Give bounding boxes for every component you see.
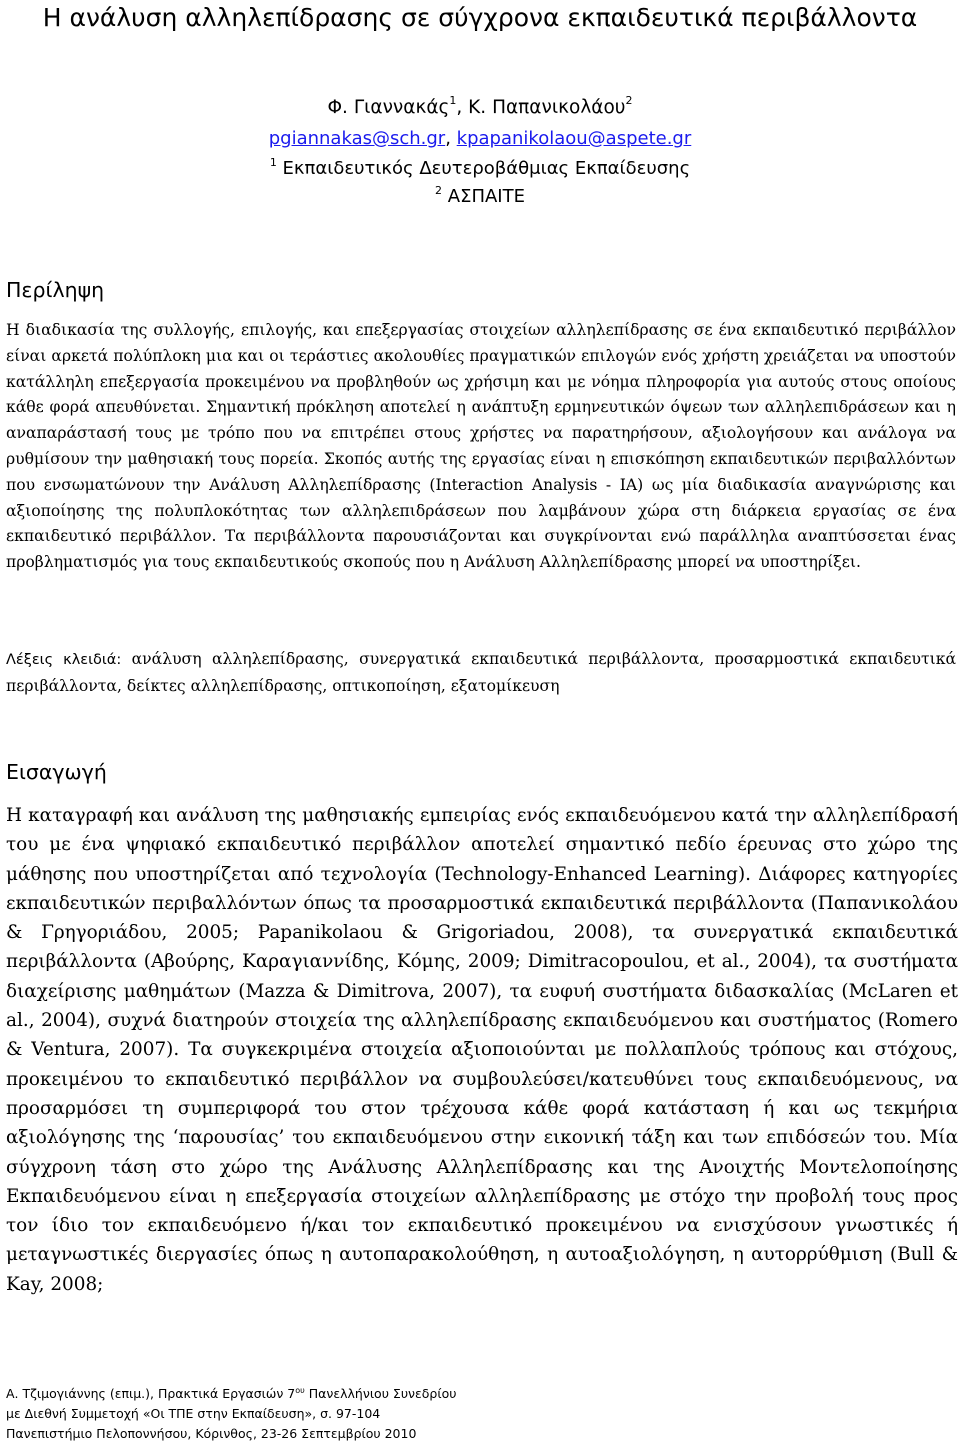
introduction-body: Η καταγραφή και ανάλυση της μαθησιακής εμπειρίας ενός εκπαιδευόμενου κατά την αλληλεπίδρασή του με ένα ψηφιακό εκπαιδευτικό περιβάλλον αποτελεί σημαντικό πεδίο έρευνας στο χώρο της μάθησης που υποστηρίζεται από τεχνολογία (Technology-Enhanced Learning). Διάφορες κατηγορίες εκπαιδευτικών περιβαλλόντων όπως τα προσαρμοστικά εκπαιδευτικά περιβάλλοντα (Παπανικολάου & Γρηγοριάδου, 2005; Papanikolaou & Grigoriadou, 2008), τα συνεργατικά εκπαιδευτικά περιβάλλοντα (Αβούρης, Καραγιαννίδης, Κόμης, 2009; Dimitracopoulou, et al., 2004), τα συστήματα διαχείρισης μαθημάτων (Mazza & Dimitrova, 2007), τα ευφυή συστήματα διδασκαλίας (McLaren et al., 2004), συχνά διατηρούν στοιχεία της αλληλεπίδρασης εκπαιδευόμενου και συστήματος (Romero & Ventura, 2007). Τα συγκεκριμένα στοιχεία αξιοποιούνται με πολλαπλούς τρόπους και στόχους, προκειμένου το εκπαιδευτικό περιβάλλον να συμβουλεύσει/κατευθύνει τους εκπαιδευόμενους, να προσαρμόσει τη συμπεριφορά του στον τρέχουσα κάθε φορά κατάσταση ή και ως τεκμήρια αξιολόγησης της ‘παρουσίας’ του εκπαιδευόμενου στην εικονική τάξη και των επιδόσεών του. Μία σύγχρονη τάση στο χώρο της Ανάλυσης Αλληλεπίδρασης και της Ανοιχτής Μοντελοποίησης Εκπαιδευόμενου είναι η επεξεργασία στοιχείων αλληλεπίδρασης με στόχο την προβολή τους προς τον ίδιο τον εκπαιδευόμενο ή/και τον εκπαιδευτικό προκειμένου να ενισχύσουν γνωστικές ή μεταγνωστικές διεργασίες όπως η αυτοπαρακολούθηση, η αυτοαξιολόγηση, η αυτορρύθμιση (Bull & Kay, 2008; [6,805,958,1295]
author-name: Φ. Γιαννακάς [327,97,450,118]
author-separator: , [456,97,469,118]
footer-line: Πανεπιστήμιο Πελοποννήσου, Κόρινθος, 23-26 Σεπτεμβρίου 2010 [6,1426,417,1441]
abstract-body: Η διαδικασία της συλλογής, επιλογής, και επεξεργασίας στοιχείων αλληλεπίδρασης σε ένα εκπαιδευτικό περιβάλλον είναι αρκετά πολύπλοκη μια και οι τεράστιες ακολουθίες πραγματικών επιλογών ενός χρήστη χρειάζεται να υποστούν κατάλληλη επεξεργασία προκειμένου να προβληθούν ως χρήσιμη και με νόημα πληροφορία για αυτούς στους οποίους κάθε φορά απευθύνεται. Σημαντική πρόκληση αποτελεί η ανάπτυξη ερμηνευτικών όψεων των αλληλεπιδράσεων και η αναπαράστασή τους με τρόπο που να επιτρέπει στους χρήστες να παρατηρήσουν, αξιολογήσουν και ανάλογα να ρυθμίσουν την μαθησιακή τους πορεία. Σκοπός αυτής της εργασίας είναι η επισκόπηση εκπαιδευτικών περιβαλλόντων που ενσωματώνουν την Ανάλυση Αλληλεπίδρασης (Interaction Analysis - IA) ως μία διαδικασία αναγνώρισης και αξιοποίησης της πολυπλοκότητας των αλληλεπιδράσεων που λαμβάνουν χώρα στη διάρκεια εργασίας σε ένα εκπαιδευτικό περιβάλλον. Τα περιβάλλοντα παρουσιάζονται και συγκρίνονται ενώ παράλληλα αναπτύσσεται ένας προβληματισμός για τους εκπαιδευτικούς σκοπούς που η Ανάλυση Αλληλεπίδρασης μπορεί να υποστηρίξει. [6,321,956,572]
affiliation-text: ΑΣΠΑΙΤΕ [442,186,525,207]
email-link[interactable]: kpapanikolaou@aspete.gr [456,128,692,149]
keywords-text: ανάλυση αλληλεπίδρασης, συνεργατικά εκπαιδευτικά περιβάλλοντα, προσαρμοστικά εκπαιδευτικά περιβάλλοντα, δείκτες αλληλεπίδρασης, οπτικοποίηση, εξατομίκευση [6,650,956,695]
abstract-heading: Περίληψη [6,278,105,302]
affiliation-marker: 2 [435,184,443,197]
keywords [6,646,956,699]
affiliation-marker: 1 [449,94,457,107]
footer-line [6,1384,706,1404]
affiliation-text: Εκπαιδευτικός Δευτεροβάθμιας Εκπαίδευσης [276,158,691,179]
paper-title: Η ανάλυση αλληλεπίδρασης σε σύγχρονα εκπαιδευτικά περιβάλλοντα [42,3,918,32]
author-list [0,96,960,119]
email-link[interactable]: pgiannakas@sch.gr [268,128,446,149]
author-name: Κ. Παπανικολάου [468,97,626,118]
author-emails [0,128,960,150]
introduction-heading: Εισαγωγή [6,760,107,784]
footer-text: Πανελλήνιου Συνεδρίου [304,1386,457,1401]
affiliation-marker: 2 [625,94,633,107]
affiliation [0,158,960,180]
footer-superscript: ου [295,1386,305,1395]
page-footer [6,1384,706,1444]
email-separator: , [445,128,457,149]
footer-line: με Διεθνή Συμμετοχή «Οι ΤΠΕ στην Εκπαίδευση», σ. 97-104 [6,1406,381,1421]
footer-text: Α. Τζιμογιάννης (επιμ.), Πρακτικά Εργασιών 7 [6,1386,296,1401]
affiliation-marker: 1 [269,156,277,169]
keywords-label: Λέξεις κλειδιά: [6,652,122,668]
affiliation [0,186,960,208]
